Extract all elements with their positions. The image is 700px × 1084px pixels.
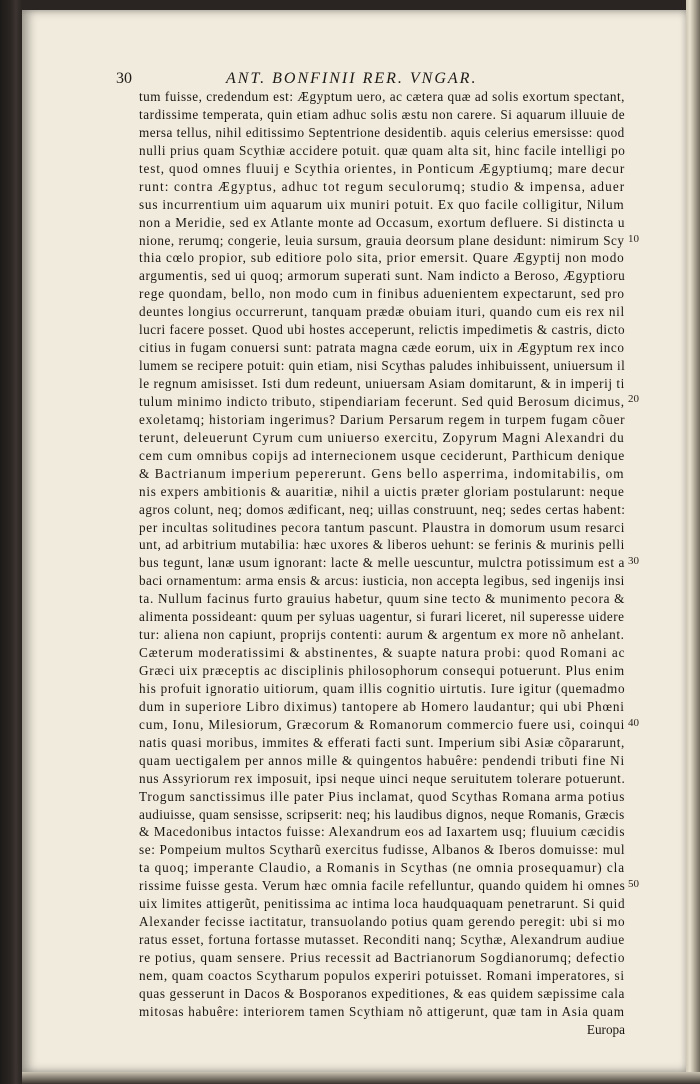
text-line: sus incurrentium uim aquarum uix muniri potuit. Ex quo facile colligitur, Nilum [139, 196, 625, 212]
text-line: runt: contra Ægyptus, adhuc tot regum seculorumq; studio & impensa, aduer [139, 178, 626, 194]
text-line: ta. Nullum facinus furto grauius habetur, quum sine tecto & munimento pecora & [139, 591, 626, 607]
text-line: nione, rerumq; congerie, leuia sursum, grauia deorsum plane desidunt: nimirum Scy [139, 232, 625, 248]
marginal-number: 30 [628, 555, 639, 567]
marginal-number: 10 [628, 233, 639, 245]
text-line: his profuit ignoratio uitiorum, quam illis cognitio uirtutis. Iure igitur (quemadmo [139, 680, 626, 696]
text-line: uix limites attigerũt, penitissima ac intima loca haudquaquam penetrarunt. Si quid [139, 896, 626, 912]
text-line: nulli prius quam Scythiæ accidere potuit. quæ quam alta sit, hinc facile intelligi po [139, 142, 626, 158]
running-title: ANT. BONFINII RER. VNGAR. [226, 70, 478, 87]
text-line: & Macedonibus intactos fuisse: Alexandrum eos ad Iaxartem usq; fluuium cæcidis [139, 824, 626, 840]
text-line: cum, Ionu, Milesiorum, Græcorum & Romanorum commercio fuere usi, coinqui [139, 716, 626, 732]
marginal-number: 20 [628, 393, 639, 405]
text-line: mersa tellus, nihil editissimo Septentrione desidentib. aquis celerius emersisse: quod [139, 124, 625, 140]
body-text [139, 88, 625, 1039]
text-line: lumem se recipere potuit: quin etiam, nisi Scythas paludes inhibuissent, uniuersum il [139, 358, 626, 374]
text-line: re potius, quam sensere. Prius recessit ad Bactrianorum Sogdianorumq; defectio [139, 950, 626, 965]
text-line: quam uectigalem per annos mille & quingentos habuêre: pendendi tributi fine Ni [139, 752, 625, 768]
text-line: Græci uix præceptis ac disciplinis philosophorum consequi potuerunt. Plus enim [139, 663, 625, 678]
page-number: 30 [116, 70, 132, 87]
text-line: alimenta possideant: quum per syluas uagentur, si furari liceret, nil superesse uidere [139, 609, 625, 625]
text-line: argumentis, sed ui quoq; armorum superati sunt. Nam indicto a Beroso, Ægyptioru [139, 268, 626, 284]
text-line: ratus esset, fortuna fortasse mutasset. Reconditi nanq; Scythæ, Alexandrum audiue [139, 932, 625, 948]
text-line: nus Assyriorum rex imposuit, ipsi neque uinci neque seruitutem tolerare potuerunt. [139, 770, 626, 786]
text-line: deuntes longius occurrerunt, tanquam prædæ obuiam ituri, quando cum eis rex nil [139, 304, 625, 320]
text-line: citius in fugam conuersi sunt: patrata magna cæde eorum, uix in Ægyptum rex inco [139, 340, 625, 356]
text-line: le regnum amisisset. Isti dum redeunt, uniuersam Asiam domitarunt, & in imperij ti [139, 376, 625, 391]
book-edge-bottom [22, 1072, 700, 1084]
marginal-number: 40 [628, 717, 639, 729]
text-line: nem, quam coactos Scytharum populos experiri potuisset. Romani imperatores, si [139, 967, 625, 983]
text-line: agros colunt, neq; domos ædificant, neq; uillas construunt, neq; sedes certas habent: [139, 501, 626, 517]
marginal-number: 50 [628, 878, 639, 890]
text-line: nis expers ambitionis & auaritiæ, nihil a uictis præter gloriam postularunt: neque [139, 483, 625, 499]
text-line: tulum minimo indicto tributo, stipendiariam fecerunt. Sed quid Berosum dicimus, [139, 393, 625, 409]
text-line: non a Meridie, sed ex Atlante monte ad Occasum, exortum defluere. Si distincta u [139, 214, 626, 230]
text-line: Alexander fecisse iactitatur, transuolando potius quam gerendo peregit: ubi si mo [139, 914, 626, 930]
book-edge-right [686, 0, 700, 1084]
text-line: per incultas solitudines pecora tantum pascunt. Plaustra in domorum usum resarci [139, 519, 626, 535]
text-line: tum fuisse, credendum est: Ægyptum uero, ac cætera quæ ad solis exortum spectant, [139, 89, 625, 104]
text-line: rege quondam, bello, non modo cum in finibus aduenientem expectarunt, sed pro [139, 286, 625, 302]
text-line: & Bactrianum imperium pepererunt. Gens bello asperrima, indomitabilis, om [139, 465, 625, 481]
text-line: dum in superiore Libro diximus) tantopere ab Homero laudantur; qui ubi Phœni [139, 698, 625, 714]
text-line: natis quasi moribus, immites & efferati facti sunt. Imperium sibi Asiæ cõpararunt, [139, 734, 625, 750]
text-line: bus tegunt, lanæ usum ignorant: lacte & melle uescuntur, mulctra potissimum est a [139, 555, 626, 571]
text-line: Trogum sanctissimus ille pater Pius inclamat, quod Scythas Romana arma potius [139, 788, 626, 804]
text-line: unt, ad arbitrium mutabilia: hæc uxores & liberos uehunt: se ferinis & murinis pelli [139, 537, 625, 553]
text-line: cem cum omnibus copijs ad internecionem usque ceciderunt, Parthicum denique [139, 447, 626, 463]
text-line: test, quod omnes fluuij e Scythia orientes, in Ponticum Ægyptiumq; mare decur [139, 160, 626, 176]
text-line: rissime fuisse gesta. Verum hæc omnia facile refelluntur, quando quidem hi omnes [139, 878, 626, 894]
text-line: mitosas habuêre: interiorem tamen Scythiam nõ attigerunt, quæ tam in Asia quam [139, 1003, 625, 1019]
running-head [116, 70, 636, 90]
catchword: Europa [586, 1021, 625, 1037]
text-line: Cæterum moderatissimi & abstinentes, & suapte natura probi: quod Romani ac [139, 645, 626, 661]
text-line: exoletamq; historiam ingerimus? Darium Persarum regem in turpem fugam cõuer [139, 411, 626, 427]
text-line: se: Pompeium multos Scytharũ exercitus fudisse, Albanos & Iberos domuisse: mul [139, 842, 626, 858]
text-line: quas gesserunt in Dacos & Bosporanos expeditiones, & eas quidem sæpissime cala [139, 985, 626, 1001]
text-line: audiuisse, quam sensisse, scripserit: neq; his laudibus dignos, neque Romanis, Græcis [139, 806, 625, 822]
text-line: tardissime temperata, quin etiam adhuc solis æstu non carere. Si aquarum illuuie de [139, 106, 626, 122]
text-line: ta quoq; imperante Claudio, a Romanis in Scythas (ne omnia prosequamur) cla [139, 860, 626, 876]
text-line: terunt, deleuerunt Cyrum cum uniuerso exercitu, Zopyrum Magni Alexandri du [139, 429, 625, 445]
text-line: tur: aliena non capiunt, proprijs contenti: aurum & argentum ex more nõ anhelant. [139, 627, 625, 643]
text-line: lucri facere posset. Quod ubi hostes acceperunt, relictis impedimetis & castris, dicto [139, 322, 626, 338]
text-line: thia cœlo propior, sub editiore polo sita, prior emersit. Quare Ægyptij non modo [139, 250, 625, 266]
text-line: baci ornamentum: arma ensis & arcus: iusticia, non accepta legibus, sed ingenijs insi [139, 573, 625, 589]
